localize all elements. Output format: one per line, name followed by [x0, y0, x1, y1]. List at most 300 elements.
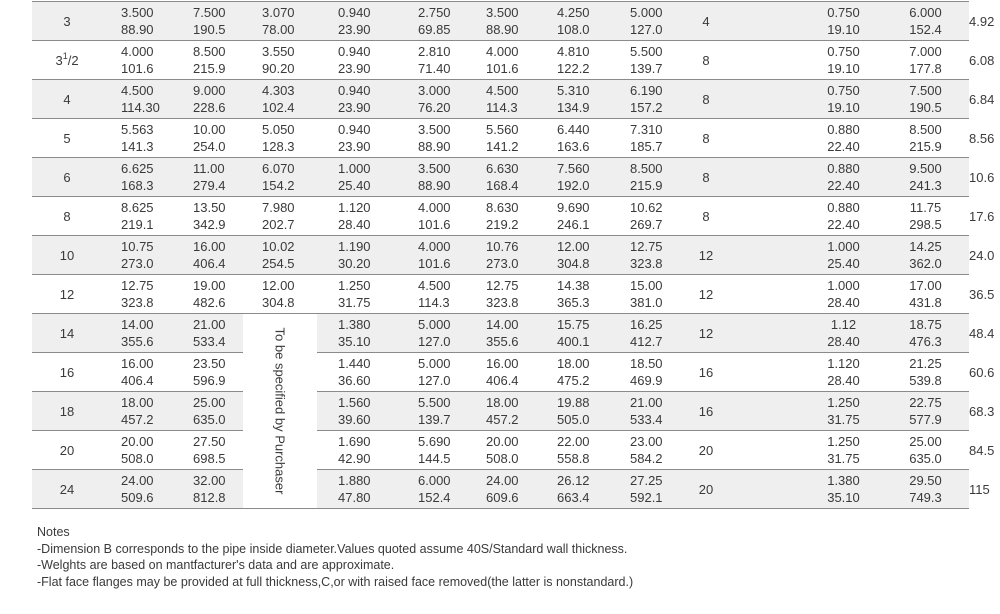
- value-mm: 476.3: [909, 334, 942, 349]
- value-inch: 7.000: [909, 44, 942, 59]
- bolt-diameter-cell: [805, 275, 882, 314]
- value-inch: 17.00: [909, 278, 942, 293]
- value-inch: 6.190: [630, 83, 663, 98]
- table-row: [32, 431, 969, 470]
- weight-value: 84.5: [969, 442, 995, 458]
- nominal-size: 3: [55, 52, 63, 68]
- value-inch: 4.500: [418, 278, 451, 293]
- value-mm: 323.8: [121, 295, 154, 310]
- value-inch: 5.500: [630, 44, 663, 59]
- value-mm: 19.10: [827, 61, 860, 76]
- value-mm: 635.0: [909, 451, 942, 466]
- bolt-circle-cell: [882, 2, 969, 41]
- dim-b-cell: [243, 197, 317, 236]
- value-inch: 16.00: [486, 356, 519, 371]
- value-mm: 39.60: [338, 412, 371, 427]
- dim-x-cell: [609, 236, 681, 275]
- dim-c-cell: [317, 80, 392, 119]
- value-inch: 5.000: [418, 317, 451, 332]
- value-inch: 1.690: [338, 434, 371, 449]
- bolt-count: 8: [702, 208, 710, 224]
- value-mm: 134.9: [557, 100, 590, 115]
- dim-x-cell: [609, 353, 681, 392]
- value-mm: 31.75: [827, 412, 860, 427]
- dim-y-cell: [392, 392, 466, 431]
- value-mm: 508.0: [486, 451, 519, 466]
- value-mm: 215.9: [630, 178, 663, 193]
- value-mm: 168.3: [121, 178, 154, 193]
- value-mm: 78.00: [262, 22, 295, 37]
- value-inch: 4.500: [486, 83, 519, 98]
- bolt-count-cell: [681, 41, 731, 80]
- value-inch: 8.625: [121, 200, 154, 215]
- dim-r-cell: [537, 353, 609, 392]
- value-inch: 5.000: [418, 356, 451, 371]
- table-row: [32, 314, 969, 353]
- dim-c-cell: [317, 119, 392, 158]
- value-inch: 4.810: [557, 44, 590, 59]
- bolt-count-cell: [681, 314, 731, 353]
- value-mm: 69.85: [418, 22, 451, 37]
- bolt-count-cell: [681, 431, 731, 470]
- bolt-count-cell: [681, 158, 731, 197]
- value-inch: 4.303: [262, 83, 295, 98]
- value-mm: 88.90: [418, 139, 451, 154]
- weight-value: 115: [969, 481, 990, 497]
- value-mm: 304.8: [557, 256, 590, 271]
- value-mm: 663.4: [557, 490, 590, 505]
- nominal-size-cell: [32, 158, 102, 197]
- value-mm: 509.6: [121, 490, 154, 505]
- value-inch: 23.00: [630, 434, 663, 449]
- value-inch: 4.000: [486, 44, 519, 59]
- value-inch: 16.25: [630, 317, 663, 332]
- value-mm: 269.7: [630, 217, 663, 232]
- value-inch: 7.500: [909, 83, 942, 98]
- value-inch: 6.000: [909, 5, 942, 20]
- value-mm: 101.6: [418, 256, 451, 271]
- value-mm: 23.90: [338, 100, 371, 115]
- dim-r-cell: [537, 392, 609, 431]
- dim-r-cell: [537, 41, 609, 80]
- notes-heading: Notes: [37, 525, 70, 539]
- value-mm: 23.90: [338, 61, 371, 76]
- spacer-cell: [731, 470, 805, 509]
- value-inch: 8.500: [193, 44, 226, 59]
- nominal-size: 10: [59, 247, 75, 263]
- value-mm: 88.90: [121, 22, 154, 37]
- dim-o-cell: [173, 158, 243, 197]
- table-row: [32, 353, 969, 392]
- bolt-circle-cell: [882, 275, 969, 314]
- value-inch: 29.50: [909, 473, 942, 488]
- dim-x-cell: [609, 158, 681, 197]
- value-mm: 431.8: [909, 295, 942, 310]
- value-inch: 4.000: [121, 44, 154, 59]
- nominal-size: 5: [63, 130, 71, 146]
- value-inch: 18.00: [486, 395, 519, 410]
- value-inch: 8.500: [909, 122, 942, 137]
- value-inch: 9.500: [909, 161, 942, 176]
- value-mm: 23.90: [338, 22, 371, 37]
- bolt-circle-cell: [882, 431, 969, 470]
- value-mm: 577.9: [909, 412, 942, 427]
- bolt-diameter-cell: [805, 80, 882, 119]
- note-line: -Flat face flanges may be provided at full thickness,C,or with raised face removed(the latter is nonstandard.): [37, 574, 634, 589]
- dim-r-cell: [537, 2, 609, 41]
- value-inch: 12.00: [557, 239, 590, 254]
- value-inch: 3.500: [418, 122, 451, 137]
- value-inch: 15.75: [557, 317, 590, 332]
- dim-y-cell: [392, 353, 466, 392]
- value-inch: 0.880: [827, 161, 860, 176]
- value-mm: 114.3: [418, 295, 450, 310]
- spacer-cell: [731, 2, 805, 41]
- bolt-count: 4: [702, 13, 710, 29]
- value-mm: 35.10: [338, 334, 371, 349]
- table-row: [32, 275, 969, 314]
- value-mm: 139.7: [630, 61, 663, 76]
- value-inch: 1.190: [338, 239, 371, 254]
- bolt-count: 12: [698, 247, 714, 263]
- value-mm: 127.0: [418, 334, 451, 349]
- value-inch: 23.50: [193, 356, 226, 371]
- flange-dimensions-table: [32, 1, 995, 509]
- value-mm: 90.20: [262, 61, 295, 76]
- nominal-size: 6: [63, 169, 71, 185]
- value-mm: 355.6: [121, 334, 154, 349]
- value-mm: 273.0: [486, 256, 519, 271]
- dim-d-cell: [466, 2, 537, 41]
- nominal-size-cell: [32, 470, 102, 509]
- table-row: [32, 392, 969, 431]
- bolt-count: 16: [698, 403, 714, 419]
- dim-a-cell: [102, 470, 173, 509]
- dim-a-cell: [102, 314, 173, 353]
- dim-r-cell: [537, 158, 609, 197]
- value-mm: 323.8: [486, 295, 519, 310]
- dim-x-cell: [609, 41, 681, 80]
- bolt-circle-cell: [882, 314, 969, 353]
- value-mm: 114.30: [121, 100, 160, 115]
- spacer-cell: [731, 236, 805, 275]
- bolt-circle-cell: [882, 158, 969, 197]
- weight-value: 8.56: [969, 130, 995, 146]
- dim-y-cell: [392, 431, 466, 470]
- spacer-cell: [731, 431, 805, 470]
- value-inch: 3.000: [418, 83, 451, 98]
- dim-d-cell: [466, 392, 537, 431]
- value-inch: 6.440: [557, 122, 590, 137]
- nominal-size: 8: [63, 208, 71, 224]
- dim-x-cell: [609, 275, 681, 314]
- value-mm: 241.3: [909, 178, 942, 193]
- value-inch: 22.00: [557, 434, 590, 449]
- value-mm: 279.4: [193, 178, 226, 193]
- value-mm: 190.5: [193, 22, 226, 37]
- value-inch: 22.75: [909, 395, 942, 410]
- nominal-size: 4: [63, 91, 71, 107]
- nominal-size-cell: [32, 80, 102, 119]
- value-mm: 406.4: [486, 373, 519, 388]
- dim-r-cell: [537, 80, 609, 119]
- value-mm: 219.2: [486, 217, 519, 232]
- dim-d-cell: [466, 119, 537, 158]
- value-mm: 25.40: [338, 178, 371, 193]
- bolt-circle-cell: [882, 470, 969, 509]
- value-inch: 5.563: [121, 122, 154, 137]
- value-inch: 3.070: [262, 5, 295, 20]
- value-mm: 23.90: [338, 139, 371, 154]
- value-inch: 21.25: [909, 356, 942, 371]
- bolt-circle-cell: [882, 392, 969, 431]
- value-mm: 139.7: [418, 412, 451, 427]
- dim-y-cell: [392, 275, 466, 314]
- value-inch: 20.00: [121, 434, 154, 449]
- dim-c-cell: [317, 197, 392, 236]
- bolt-count-cell: [681, 80, 731, 119]
- bolt-diameter-cell: [805, 197, 882, 236]
- value-mm: 273.0: [121, 256, 154, 271]
- table-row: [32, 80, 969, 119]
- value-mm: 152.4: [418, 490, 451, 505]
- dim-d-cell: [466, 314, 537, 353]
- value-mm: 412.7: [630, 334, 663, 349]
- value-mm: 101.6: [418, 217, 451, 232]
- value-inch: 0.940: [338, 44, 371, 59]
- dim-c-cell: [317, 41, 392, 80]
- bolt-count: 12: [698, 325, 714, 341]
- weight-value: 60.6: [969, 364, 995, 380]
- value-mm: 254.5: [262, 256, 295, 271]
- spacer-cell: [731, 41, 805, 80]
- value-inch: 11.00: [193, 161, 225, 176]
- value-mm: 88.90: [486, 22, 519, 37]
- value-inch: 5.560: [486, 122, 519, 137]
- dim-a-cell: [102, 431, 173, 470]
- value-mm: 154.2: [262, 178, 295, 193]
- dim-c-cell: [317, 275, 392, 314]
- value-mm: 19.10: [827, 100, 860, 115]
- value-mm: 215.9: [909, 139, 942, 154]
- value-inch: 21.00: [630, 395, 663, 410]
- value-mm: 22.40: [827, 217, 860, 232]
- value-inch: 19.00: [193, 278, 226, 293]
- bolt-count: 8: [702, 169, 710, 185]
- value-mm: 584.2: [630, 451, 663, 466]
- value-inch: 6.630: [486, 161, 519, 176]
- bolt-count: 20: [698, 442, 714, 458]
- dim-o-cell: [173, 431, 243, 470]
- value-inch: 1.880: [338, 473, 371, 488]
- bolt-diameter-cell: [805, 431, 882, 470]
- value-mm: 88.90: [418, 178, 451, 193]
- value-inch: 14.00: [121, 317, 154, 332]
- weight-value: 10.6: [969, 169, 995, 185]
- value-inch: 12.75: [630, 239, 663, 254]
- value-mm: 406.4: [121, 373, 154, 388]
- value-inch: 21.00: [193, 317, 226, 332]
- bolt-diameter-cell: [805, 314, 882, 353]
- value-mm: 28.40: [827, 295, 860, 310]
- value-mm: 342.9: [193, 217, 226, 232]
- dim-c-cell: [317, 236, 392, 275]
- value-inch: 1.000: [827, 239, 860, 254]
- value-mm: 457.2: [486, 412, 519, 427]
- value-inch: 7.980: [262, 200, 295, 215]
- value-mm: 185.7: [630, 139, 663, 154]
- value-inch: 3.500: [486, 5, 519, 20]
- dim-y-cell: [392, 2, 466, 41]
- value-mm: 177.8: [909, 61, 942, 76]
- value-inch: 11.75: [909, 200, 942, 215]
- dim-r-cell: [537, 275, 609, 314]
- spacer-cell: [731, 275, 805, 314]
- value-inch: 6.000: [418, 473, 451, 488]
- value-mm: 36.60: [338, 373, 371, 388]
- dim-d-cell: [466, 431, 537, 470]
- value-mm: 558.8: [557, 451, 590, 466]
- bolt-count: 20: [698, 481, 714, 497]
- value-mm: 35.10: [827, 490, 860, 505]
- value-mm: 42.90: [338, 451, 371, 466]
- bolt-count-cell: [681, 470, 731, 509]
- value-inch: 25.00: [909, 434, 942, 449]
- dim-x-cell: [609, 314, 681, 353]
- value-inch: 14.38: [557, 278, 590, 293]
- value-inch: 16.00: [121, 356, 154, 371]
- value-mm: 71.40: [418, 61, 451, 76]
- value-inch: 1.250: [827, 395, 860, 410]
- table-row: [32, 236, 969, 275]
- dim-d-cell: [466, 236, 537, 275]
- purchaser-note: To be specified by Purchaser: [272, 327, 288, 495]
- dim-y-cell: [392, 119, 466, 158]
- bolt-circle-cell: [882, 236, 969, 275]
- dim-y-cell: [392, 41, 466, 80]
- value-inch: 12.75: [121, 278, 154, 293]
- value-mm: 298.5: [909, 217, 942, 232]
- bolt-count-cell: [681, 236, 731, 275]
- dim-d-cell: [466, 470, 537, 509]
- value-mm: 28.40: [338, 217, 371, 232]
- bolt-diameter-cell: [805, 236, 882, 275]
- bolt-count-cell: [681, 119, 731, 158]
- value-inch: 7.310: [630, 122, 663, 137]
- value-inch: 1.12: [830, 317, 857, 332]
- value-inch: 4.250: [557, 5, 590, 20]
- dim-x-cell: [609, 2, 681, 41]
- dim-o-cell: [173, 41, 243, 80]
- value-inch: 0.750: [827, 5, 860, 20]
- note-line: -Dimension B corresponds to the pipe inside diameter.Values quoted assume 40S/Standard wall thickness.: [37, 541, 628, 556]
- value-mm: 400.1: [557, 334, 590, 349]
- value-inch: 1.250: [338, 278, 371, 293]
- value-mm: 114.3: [486, 100, 518, 115]
- dim-x-cell: [609, 80, 681, 119]
- value-inch: 5.690: [418, 434, 451, 449]
- value-mm: 163.6: [557, 139, 590, 154]
- value-mm: 25.40: [827, 256, 860, 271]
- table-row: [32, 2, 969, 41]
- dim-y-cell: [392, 158, 466, 197]
- nominal-size-cell: [32, 41, 102, 80]
- value-mm: 698.5: [193, 451, 226, 466]
- bolt-count-cell: [681, 197, 731, 236]
- dim-c-cell: [317, 353, 392, 392]
- value-mm: 304.8: [262, 295, 295, 310]
- value-inch: 0.750: [827, 83, 860, 98]
- dim-d-cell: [466, 158, 537, 197]
- bolt-count: 8: [702, 52, 710, 68]
- value-inch: 10.75: [121, 239, 154, 254]
- value-mm: 539.8: [909, 373, 942, 388]
- value-mm: 192.0: [557, 178, 590, 193]
- value-mm: 19.10: [827, 22, 860, 37]
- dim-d-cell: [466, 80, 537, 119]
- dim-c-cell: [317, 2, 392, 41]
- table-row: [32, 119, 969, 158]
- spacer-cell: [731, 80, 805, 119]
- value-mm: 365.3: [557, 295, 590, 310]
- bolt-diameter-cell: [805, 119, 882, 158]
- nominal-size-cell: [32, 197, 102, 236]
- value-mm: 31.75: [827, 451, 860, 466]
- value-inch: 14.25: [909, 239, 942, 254]
- value-mm: 141.3: [121, 139, 154, 154]
- value-inch: 0.880: [827, 200, 860, 215]
- value-mm: 102.4: [262, 100, 295, 115]
- dim-y-cell: [392, 236, 466, 275]
- dim-o-cell: [173, 392, 243, 431]
- dim-r-cell: [537, 314, 609, 353]
- nominal-size-fraction-denominator: /2: [67, 52, 79, 68]
- dim-o-cell: [173, 353, 243, 392]
- weight-value: 6.84: [969, 91, 995, 107]
- bolt-diameter-cell: [805, 41, 882, 80]
- bolt-circle-cell: [882, 353, 969, 392]
- bolt-diameter-cell: [805, 2, 882, 41]
- value-mm: 127.0: [418, 373, 451, 388]
- table-body: [32, 2, 995, 509]
- dim-x-cell: [609, 431, 681, 470]
- value-inch: 8.500: [630, 161, 663, 176]
- value-inch: 6.625: [121, 161, 154, 176]
- nominal-size: 3: [63, 13, 71, 29]
- nominal-size: 20: [59, 442, 75, 458]
- value-inch: 1.250: [827, 434, 860, 449]
- bolt-count: 16: [698, 364, 714, 380]
- dim-o-cell: [173, 314, 243, 353]
- value-inch: 26.12: [557, 473, 590, 488]
- bolt-count: 8: [702, 130, 710, 146]
- notes-section: [37, 524, 633, 590]
- dim-d-cell: [466, 197, 537, 236]
- value-mm: 592.1: [630, 490, 663, 505]
- value-inch: 6.070: [262, 161, 295, 176]
- nominal-size: 14: [59, 325, 75, 341]
- value-mm: 381.0: [630, 295, 663, 310]
- dim-o-cell: [173, 197, 243, 236]
- value-inch: 16.00: [193, 239, 226, 254]
- value-inch: 24.00: [486, 473, 519, 488]
- value-inch: 1.380: [338, 317, 371, 332]
- dim-b-cell: [243, 158, 317, 197]
- dim-c-cell: [317, 470, 392, 509]
- value-mm: 101.6: [121, 61, 154, 76]
- table-row: [32, 41, 969, 80]
- dim-o-cell: [173, 119, 243, 158]
